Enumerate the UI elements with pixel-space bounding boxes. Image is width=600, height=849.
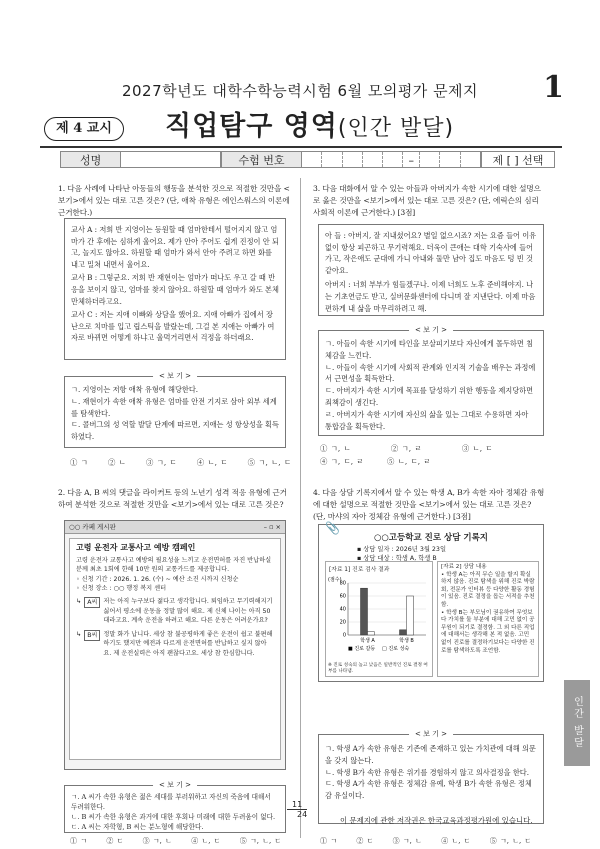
q2-comment-b-text: 정말 화가 납니다. 세상 참 불공평하게 좋은 운전이 쉽고 불편해하기도 했지만 예전과 다르게 운전면허를 반납하고 싶지 않아요. 제 운전실력은 아직 괜찮다고요. 세상 참 한심합니다. — [103, 630, 273, 657]
q4-bogi-title: < 보 기 > — [409, 729, 453, 741]
q2-board-title: ○○ 카페 게시판 — [69, 523, 116, 531]
q1-stem: 1. 다음 사례에 나타난 아동들의 행동을 분석한 것으로 적절한 것만을 <보기>에서 있는 대로 고른 것은? (단, 애착 유형은 에인스워스의 이론에 근거한다.) — [58, 184, 290, 217]
q2-campaign-item-1: ◦ 신청 기간 : 2026. 1. 26. (수) ~ 예산 소진 시까지 신청순 — [76, 575, 239, 583]
select-label: 제 [ ] 선택 — [481, 151, 555, 168]
window-controls-icon: – ▫ × — [263, 523, 281, 531]
q3-dialog-box — [318, 224, 544, 316]
q2-bogi-title: < 보 기 > — [153, 780, 197, 790]
reply-arrow-icon: ↳ — [76, 597, 82, 605]
q3-bogi-box — [318, 326, 544, 436]
q1-bogi-title: < 보 기 > — [153, 371, 197, 383]
q4-counsel-b: • 학생 B는 부모님이 권유하여 무엇보다 가치를 둘 부분에 대해 고민 없이 공무원이 되기로 결정함. 그 외 다른 직업에 대해서는 생각해 본 적 없음. 고민 없이 진로를 결정하기보다는 다양한 진로를 탐색하도록 조언함. — [441, 609, 535, 654]
q2-bogi-box — [64, 781, 286, 833]
q3-bogi-3: ㄷ. 아버지가 속한 시기에 목표를 달성하기 위한 행동을 제지당하면 죄책감이 생긴다. — [325, 386, 534, 407]
q1-bogi-2: ㄴ. 재현이가 속한 애착 유형은 엄마를 안전 기지로 삼아 외부 세계를 탐색한다. — [71, 396, 277, 418]
name-field[interactable] — [121, 151, 221, 168]
q3-options-2: ④ ㄱ, ㄷ, ㄹ ⑤ ㄴ, ㄷ, ㄹ — [320, 457, 431, 466]
q3-stem: 3. 다음 대화에서 알 수 있는 아들과 아버지가 속한 시기에 대한 설명으로 옳은 것만을 <보기>에서 있는 대로 고른 것은? (단, 에릭슨의 심리사회적 이론에 근거한다.) [3점] — [313, 184, 541, 217]
q4-bogi-2: ㄴ. 학생 B가 속한 유형은 위기를 경험하지 않고 의사결정을 한다. — [325, 767, 529, 777]
paperclip-icon: 📎 — [325, 521, 340, 535]
footer-page: 11 — [287, 800, 307, 810]
q4-record — [318, 521, 544, 682]
reply-arrow-icon: ↳ — [76, 630, 82, 638]
q1-case-box — [64, 218, 286, 360]
period-badge: 제 4 교시 — [44, 117, 124, 141]
exam-no-label: 수험 번호 — [221, 151, 302, 168]
copyright-note: 이 문제지에 관한 저작권은 한국교육과정평가원에 있습니다. — [340, 816, 533, 825]
q3-bogi-2: ㄴ. 아들이 속한 시기에 사회적 관계와 인지적 기술을 배우는 과정에서 근면성을 획득한다. — [325, 362, 536, 384]
q4-bogi-box — [318, 730, 544, 824]
q2-comment-a — [76, 597, 274, 626]
q2-comment-b-label: B씨 — [84, 630, 100, 641]
q2-board-titlebar — [65, 521, 285, 534]
q4-stem: 4. 다음 상담 기록지에서 알 수 있는 학생 A, B가 속한 자아 정체감 유형에 대한 설명으로 적절한 것만을 <보기>에서 있는 대로 고른 것은? (단, 마샤의 자아 정체감 유형에 근거한다.) [3점] — [313, 488, 545, 521]
subject-side-tab: 인간 발달 — [564, 680, 590, 766]
chart-bar-maturity — [368, 632, 375, 635]
q2-bogi-2: ㄴ. B 씨가 속한 유형은 과거에 대한 후회나 미래에 대한 두려움이 없다. — [71, 813, 276, 821]
q1-case-a: 교사 A : 저희 반 지영이는 등원할 때 엄마한테서 떨어지지 않고 엄마가 간 후에는 심하게 울어요. 제가 안아 주어도 쉽게 진정이 안 되고, 놀지도 않아요. 하원할 때 엄마가 와서 안아 주려고 하면 화를 내고 밀쳐 내면서 울어요. — [71, 225, 279, 269]
q4-bar-chart — [326, 575, 432, 663]
q1-bogi-box — [64, 372, 286, 448]
name-label: 성명 — [60, 151, 121, 168]
chart-ylabel: (점수) — [328, 577, 342, 583]
q3-bogi-4: ㄹ. 아버지가 속한 시기에 자신의 삶을 있는 그대로 수용하면 자아 통합감을 획득한다. — [325, 409, 529, 431]
q2-campaign-title: 고령 운전자 교통사고 예방 캠페인 — [76, 543, 196, 552]
chart-ytick: 80 — [339, 580, 346, 587]
q2-bogi-3: ㄷ. A 씨는 자학형, B 씨는 분노형에 해당한다. — [71, 823, 204, 831]
q4-record-date: ▪ 상담 일자 : 2026년 3월 23일 — [357, 546, 447, 553]
q3-dialog-son: 아 들 : 아버지, 잘 지내셨어요? 별일 없으시죠? 저는 요즘 들어 이유 없이 항상 피곤하고 무기력해요. 더욱이 큰애는 대학 기숙사에 들어가고, 작은애도 군대에 가니 아내와 둘만 남아 집도 마음도 텅 빈 것 같아요. — [325, 231, 537, 275]
q2-post — [69, 538, 281, 760]
chart-ytick: 0 — [342, 632, 346, 639]
exam-title: 2027학년도 대학수학능력시험 6월 모의평가 문제지 — [121, 82, 479, 100]
q1-case-c: 교사 C : 저는 지애 이빠와 상담을 했어요. 지애 아빠가 집에서 장난으로 치마를 입고 립스틱을 발랐는데, 그걸 본 지애는 아빠가 여자로 바뀌면 어떻게 하냐고 울먹거리면서 걱정을 하더래요. — [71, 310, 275, 343]
q3-bogi-title: < 보 기 > — [409, 325, 453, 337]
chart-ytick: 40 — [339, 606, 346, 613]
q4-counsel-a: • 학생 A는 아직 무슨 일을 할지 확실하지 않음. 진로 탐색을 위해 진로 박람회, 전문가 인터뷰 등 다양한 활동 경험이 있음. 진로 결정을 돕는 서적을 추천함. — [441, 571, 535, 608]
subject-main: 직업탐구 영역 — [165, 111, 338, 142]
q4-counsel-title: [자료 2] 상담 내용 — [441, 564, 487, 570]
chart-ytick: 20 — [339, 619, 346, 626]
q2-campaign-item-2: ◦ 신청 장소 : ○○ 행정 복지 센터 — [76, 585, 167, 593]
subject-paren: (인간 발달) — [337, 116, 455, 141]
q2-comment-a-label: A씨 — [84, 597, 100, 608]
q2-comment-a-text: 저는 아직 누구보다 젊다고 생각합니다. 퇴임하고 무기력해지기 싫어서 평소에 운동을 정말 많이 해요. 제 신체 나이는 아직 50대라고요. 계속 운전을 하려고 해요. 다른 운동은 어려운가요? — [103, 597, 273, 625]
q2-options: ① ㄱ ② ㄷ ③ ㄱ, ㄴ ④ ㄴ, ㄷ ⑤ ㄱ, ㄴ, ㄷ — [70, 837, 282, 845]
q2-campaign-body: 고령 운전자 교통사고 예방의 필요성을 느끼고 운전면허를 자진 반납하실 분께 최초 1회에 한해 10만 원의 교통카드를 제공합니다. — [76, 556, 272, 574]
q4-options: ① ㄱ ② ㄷ ③ ㄱ, ㄴ ④ ㄴ, ㄷ ⑤ ㄱ, ㄴ, ㄷ — [320, 837, 532, 845]
q4-chart-title: [자료 1] 진로 검사 결과 — [329, 567, 390, 573]
footer-total: 24 — [297, 810, 308, 819]
subject-title — [165, 104, 454, 143]
exam-no-dash: – — [408, 154, 414, 167]
page-number: 1 — [543, 70, 564, 105]
q4-bogi-3: ㄷ. 학생 A가 속한 유형은 정체감 유예, 학생 B가 속한 유형은 정체감 유실이다. — [325, 779, 532, 801]
chart-legend-entry: □ 진로 성숙 — [382, 646, 410, 652]
chart-legend-entry: ■ 진로 갈등 — [348, 646, 376, 652]
header-rule — [40, 146, 562, 148]
q1-options: ① ㄱ ② ㄴ ③ ㄱ, ㄷ ④ ㄴ, ㄷ ⑤ ㄱ, ㄴ, ㄷ — [70, 458, 292, 467]
column-divider — [300, 178, 301, 838]
q4-record-target: ▪ 상담 대상 : 학생 A, 학생 B — [357, 555, 437, 562]
exam-no-field[interactable] — [302, 151, 481, 168]
chart-xtick: 학생 A — [360, 638, 375, 644]
chart-bar-maturity — [407, 596, 414, 635]
chart-bar-conflict — [361, 588, 368, 635]
q4-counsel-panel — [437, 561, 539, 677]
q3-dialog-father: 아버지 : 너희 부부가 힘들겠구나. 이제 너희도 노후 준비해야지. 나는 기초연금도 받고, 실버문화센터에 다니며 잘 지낸단다. 이제 마음 편하게 내 삶을 마무리하려고 해. — [325, 280, 536, 313]
q2-board — [64, 520, 286, 770]
q4-chart-panel — [325, 561, 433, 677]
q1-bogi-1: ㄱ. 지영이는 저항 애착 유형에 해당한다. — [71, 385, 199, 394]
q2-bogi-1: ㄱ. A 씨가 속한 유형은 젊은 세대를 부러워하고 자신의 죽음에 대해서 두려워한다. — [71, 793, 271, 811]
q2-comment-b — [76, 630, 274, 659]
q1-case-b: 교사 B : 그렇군요. 저희 반 재현이는 엄마가 떠나도 우고 갈 때 반응을 보이지 않고, 엄마를 찾지 않아요. 하원할 때 엄마가 와도 본체만체하더라고요. — [71, 273, 279, 306]
q3-options-1: ① ㄱ, ㄴ ② ㄱ, ㄹ ③ ㄴ, ㄷ — [320, 444, 493, 453]
q4-record-title: ○○고등학교 진로 상담 기록지 — [373, 533, 489, 543]
q4-chart-note: ※ 진로 성숙의 높고 낮음은 일반적인 진로 결정 여부를 나타냄. — [328, 663, 428, 674]
q1-bogi-3: ㄷ. 콜버그의 성 역할 발달 단계에 따르면, 지애는 성 항상성을 획득하였다. — [71, 420, 279, 442]
q2-stem: 2. 다음 A, B 씨의 댓글을 라이커트 등의 노년기 성격 적응 유형에 근거하여 분석한 것으로 적절한 것만을 <보기>에서 있는 대로 고른 것은? — [58, 488, 287, 509]
chart-xtick: 학생 B — [399, 638, 414, 644]
q4-bogi-1: ㄱ. 학생 A가 속한 유형은 기존에 존재하고 있는 가치관에 대해 의문을 갖지 않는다. — [325, 744, 536, 765]
student-info-bar — [60, 151, 555, 168]
q3-bogi-1: ㄱ. 아들이 속한 시기에 타인을 보살피기보다 자신에게 몰두하면 침체감을 느낀다. — [325, 339, 534, 360]
chart-ytick: 60 — [339, 593, 346, 600]
footer-page-fraction — [287, 800, 307, 819]
chart-bar-conflict — [400, 630, 407, 635]
